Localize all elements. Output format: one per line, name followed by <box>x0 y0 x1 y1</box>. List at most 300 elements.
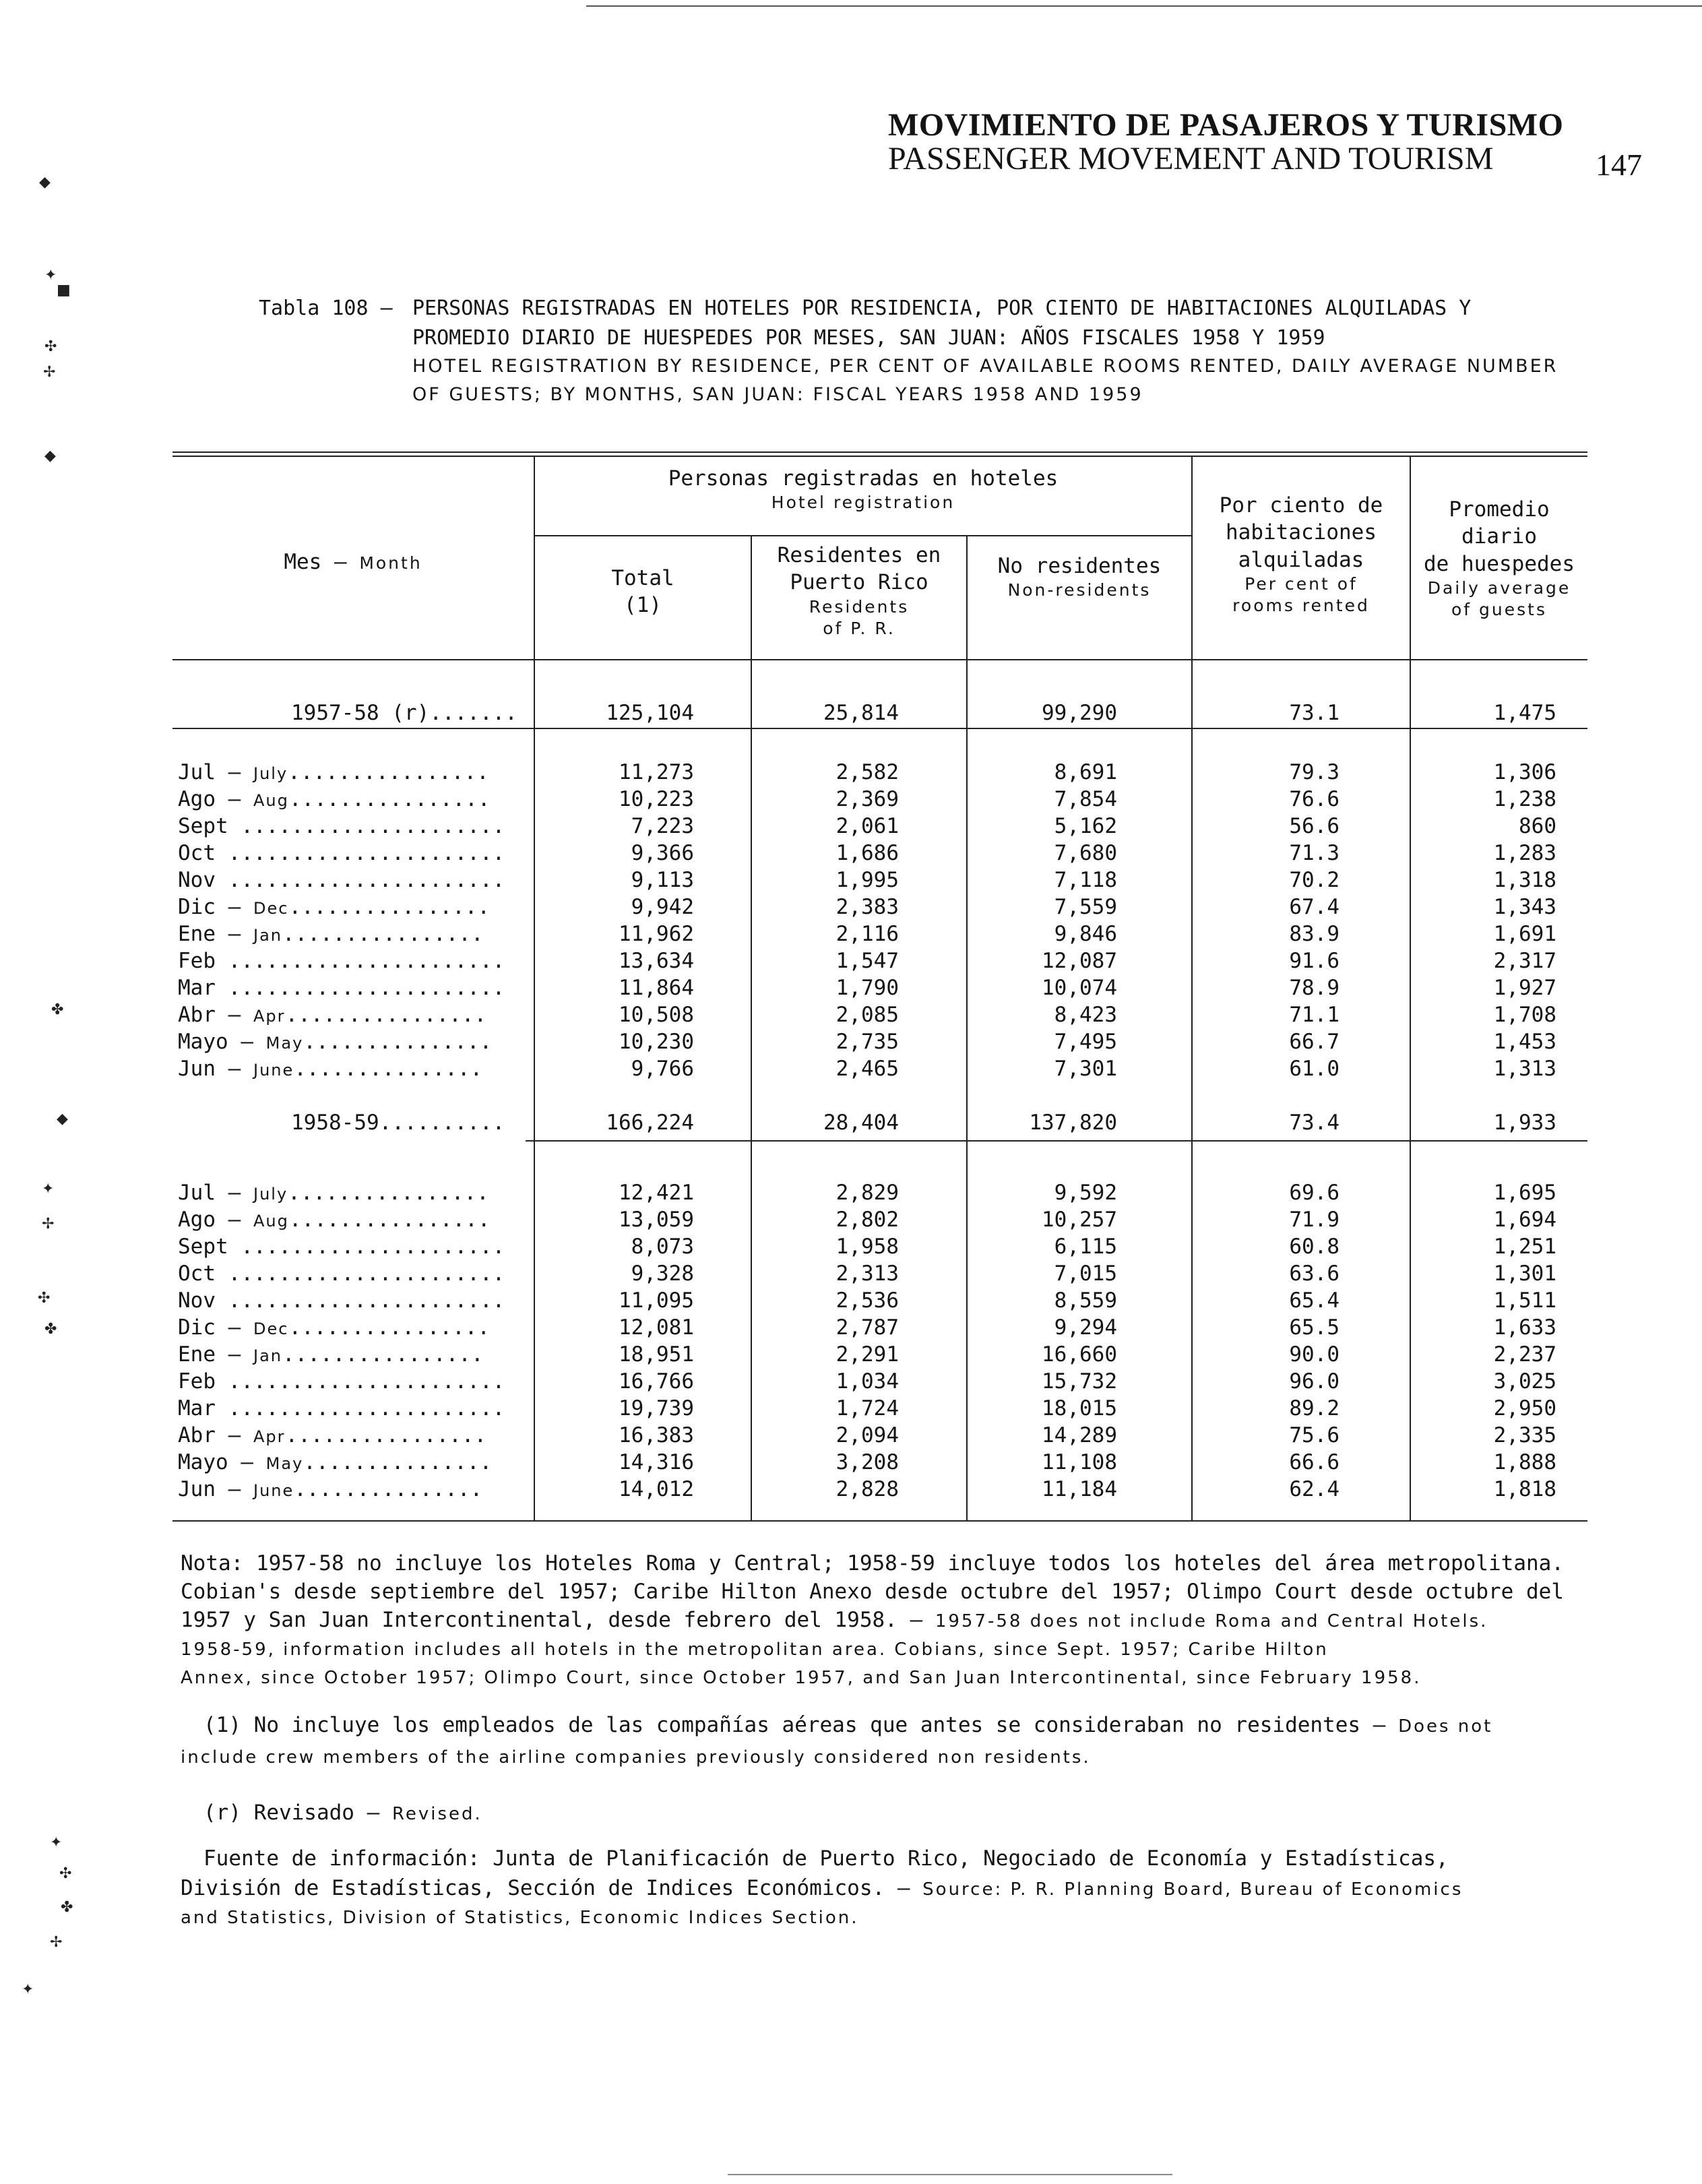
note-line-4-en: 1958-59, information includes all hotels in the metropolitan area. Cobians, since Sept. 1957; Caribe Hilton <box>181 1640 1329 1660</box>
cell-avg: 1,691 <box>1493 922 1556 946</box>
cell-pct: 73.4 <box>1289 1111 1339 1135</box>
col-residents-en-2: of P. R. <box>823 619 895 639</box>
cell-residents: 1,686 <box>836 841 899 865</box>
table-row <box>0 922 1702 949</box>
row-label <box>178 868 505 892</box>
cell-pct: 71.3 <box>1289 841 1339 865</box>
margin-mark: ✢ <box>42 1216 55 1233</box>
cell-pct: 66.7 <box>1289 1030 1339 1054</box>
row-leader-dots: ................ <box>285 1003 487 1027</box>
row-label <box>178 1261 505 1286</box>
note-line-3 <box>181 1608 1488 1632</box>
page-number: 147 <box>1596 148 1642 182</box>
row-leader-dots: ...................... <box>228 976 505 1000</box>
cell-residents: 1,790 <box>836 976 899 1000</box>
row-leader-dots: ...................... <box>228 841 505 865</box>
row-label-en: June <box>253 1481 294 1500</box>
row-label-en: Dec <box>253 899 289 918</box>
table-title-en-2: OF GUESTS; BY MONTHS, SAN JUAN: FISCAL YEARS 1958 AND 1959 <box>412 384 1143 405</box>
cell-non-residents: 10,074 <box>1042 976 1117 1000</box>
cell-pct: 83.9 <box>1289 922 1339 946</box>
col-avg-es-1: Promedio diario <box>1449 497 1550 549</box>
table-row-fiscal-total <box>0 1111 1702 1137</box>
table-row <box>0 1261 1702 1288</box>
row-label-es: Jun – <box>178 1477 241 1501</box>
table-title-es-1: PERSONAS REGISTRADAS EN HOTELES POR RESIDENCIA, POR CIENTO DE HABITACIONES ALQUILADAS Y <box>412 297 1472 320</box>
cell-residents: 2,116 <box>836 922 899 946</box>
cell-total: 9,366 <box>631 841 694 865</box>
row-label-es: Abr – <box>178 1003 241 1027</box>
cell-pct: 70.2 <box>1289 868 1339 892</box>
cell-residents: 2,802 <box>836 1208 899 1232</box>
row-label <box>178 1450 492 1474</box>
cell-total: 10,508 <box>619 1003 694 1027</box>
margin-mark: ✤ <box>61 1899 73 1916</box>
col-month-header <box>172 549 534 575</box>
source-line-2-en: Source: P. R. Planning Board, Bureau of Economics <box>922 1879 1463 1900</box>
cell-pct: 79.3 <box>1289 760 1339 784</box>
row-label <box>178 895 490 919</box>
col-pct-en-2: rooms rented <box>1232 596 1370 616</box>
table-title-es-2: PROMEDIO DIARIO DE HUESPEDES POR MESES, SAN JUAN: AÑOS FISCALES 1958 Y 1959 <box>412 326 1325 350</box>
note-line-5-en: Annex, since October 1957; Olimpo Court, since October 1957, and San Juan Intercontinental, since February 1958. <box>181 1668 1422 1688</box>
col-pct-header <box>1193 492 1410 617</box>
row-leader-dots: ................ <box>288 1315 491 1340</box>
cell-avg: 860 <box>1519 814 1556 838</box>
cell-pct: 90.0 <box>1289 1342 1339 1367</box>
col-total-es: Total <box>611 566 674 590</box>
source-line-3-en: and Statistics, Division of Statistics, Economic Indices Section. <box>181 1908 859 1928</box>
table-row <box>0 949 1702 976</box>
row-label-en: July <box>253 764 288 783</box>
row-leader-dots: ................ <box>288 1208 491 1232</box>
footnote-1-en-a: Does not <box>1398 1716 1493 1737</box>
row-label-es: Sept <box>178 814 228 838</box>
cell-avg: 3,025 <box>1493 1369 1556 1394</box>
margin-mark: ✣ <box>38 1290 51 1307</box>
cell-avg: 1,933 <box>1493 1111 1556 1135</box>
header-title-en: PASSENGER MOVEMENT AND TOURISM <box>888 141 1494 177</box>
table-label: Tabla 108 – <box>259 297 393 320</box>
table-row <box>0 1057 1702 1084</box>
row-label-text: 1957-58 (r) <box>291 701 430 725</box>
cell-residents: 2,061 <box>836 814 899 838</box>
table-row <box>0 1181 1702 1208</box>
cell-avg: 1,694 <box>1493 1208 1556 1232</box>
cell-pct: 75.6 <box>1289 1423 1339 1447</box>
cell-non-residents: 7,680 <box>1054 841 1117 865</box>
cell-residents: 2,828 <box>836 1477 899 1501</box>
cell-non-residents: 9,294 <box>1054 1315 1117 1340</box>
cell-pct: 66.6 <box>1289 1450 1339 1474</box>
revised-en: Revised. <box>391 1804 482 1824</box>
cell-pct: 62.4 <box>1289 1477 1339 1501</box>
cell-avg: 1,306 <box>1493 760 1556 784</box>
col-avg-en-2: of guests <box>1451 600 1547 620</box>
cell-total: 166,224 <box>606 1111 694 1135</box>
cell-avg: 1,238 <box>1493 787 1556 811</box>
cell-avg: 1,475 <box>1493 701 1556 725</box>
row-label-en: Aug <box>253 1212 289 1230</box>
col-pct-es-2: habitaciones <box>1226 520 1377 545</box>
row-label <box>178 1235 505 1259</box>
col-residents-en-1: Residents <box>809 596 910 617</box>
row-label-es: Nov <box>178 1288 216 1313</box>
cell-residents: 2,094 <box>836 1423 899 1447</box>
note-line-3-es: 1957 y San Juan Intercontinental, desde febrero del 1958. – <box>181 1608 923 1632</box>
row-leader-dots: ...................... <box>228 1396 505 1421</box>
cell-residents: 2,465 <box>836 1057 899 1081</box>
col-month-es: Mes – <box>284 550 347 574</box>
row-leader-dots: ................ <box>282 922 484 946</box>
row-label <box>178 760 489 784</box>
row-label-es: Mar <box>178 976 216 1000</box>
table-row <box>0 1423 1702 1450</box>
cell-non-residents: 7,854 <box>1054 787 1117 811</box>
row-label-es: Ene – <box>178 1342 241 1367</box>
cell-total: 9,113 <box>631 868 694 892</box>
table-row <box>0 868 1702 895</box>
table-row <box>0 1208 1702 1235</box>
row-label-en: June <box>253 1061 294 1080</box>
cell-total: 18,951 <box>619 1342 694 1367</box>
row-label <box>178 1030 492 1054</box>
cell-residents: 2,369 <box>836 787 899 811</box>
row-label-en: May <box>265 1454 304 1473</box>
cell-residents: 2,582 <box>836 760 899 784</box>
row-label <box>178 1288 505 1313</box>
cell-total: 12,081 <box>619 1315 694 1340</box>
cell-total: 8,073 <box>631 1235 694 1259</box>
cell-non-residents: 99,290 <box>1042 701 1117 725</box>
col-nonresidents-en: Non-residents <box>1007 580 1152 600</box>
cell-avg: 2,317 <box>1493 949 1556 973</box>
table-row <box>0 1396 1702 1423</box>
row-label-es: Mar <box>178 1396 216 1421</box>
cell-non-residents: 16,660 <box>1042 1342 1117 1367</box>
row-leader-dots: ....... <box>429 701 517 725</box>
cell-residents: 2,787 <box>836 1315 899 1340</box>
row-label <box>178 1208 491 1232</box>
margin-mark: ✢ <box>43 364 56 381</box>
cell-non-residents: 14,289 <box>1042 1423 1117 1447</box>
row-label-en: Apr <box>253 1007 286 1026</box>
source-line-3 <box>181 1904 859 1929</box>
cell-non-residents: 7,559 <box>1054 895 1117 919</box>
total-1958-rule <box>526 1140 1587 1142</box>
row-label-en: Aug <box>253 791 289 810</box>
cell-residents: 2,735 <box>836 1030 899 1054</box>
cell-non-residents: 18,015 <box>1042 1396 1117 1421</box>
cell-non-residents: 7,495 <box>1054 1030 1117 1054</box>
cell-avg: 1,511 <box>1493 1288 1556 1313</box>
row-label-es: Mayo – <box>178 1450 253 1474</box>
col-group-header <box>535 465 1191 514</box>
row-label-es: Oct <box>178 841 216 865</box>
table-row <box>0 787 1702 814</box>
row-label <box>291 701 517 725</box>
table-row <box>0 841 1702 868</box>
row-label-es: Jun – <box>178 1057 241 1081</box>
margin-mark: ✦ <box>44 267 57 284</box>
margin-mark: ✤ <box>44 1321 57 1338</box>
cell-residents: 2,829 <box>836 1181 899 1205</box>
col-residents-es-2: Puerto Rico <box>790 570 928 595</box>
table-row <box>0 814 1702 841</box>
row-leader-dots: ................ <box>288 895 491 919</box>
cell-total: 11,273 <box>619 760 694 784</box>
table-row <box>0 1315 1702 1342</box>
table-row <box>0 760 1702 787</box>
cell-total: 19,739 <box>619 1396 694 1421</box>
row-leader-dots: ...................... <box>228 868 505 892</box>
cell-avg: 1,888 <box>1493 1450 1556 1474</box>
table-row <box>0 1235 1702 1261</box>
cell-residents: 3,208 <box>836 1450 899 1474</box>
margin-mark: ◆ <box>44 447 56 464</box>
row-label <box>178 922 484 946</box>
row-label <box>178 1396 505 1421</box>
row-label <box>178 976 505 1000</box>
cell-residents: 1,034 <box>836 1369 899 1394</box>
source-line-2 <box>181 1876 1463 1900</box>
cell-avg: 1,283 <box>1493 841 1556 865</box>
row-leader-dots: ................ <box>285 1423 487 1447</box>
cell-total: 9,328 <box>631 1261 694 1286</box>
margin-mark: ✦ <box>22 1981 34 1998</box>
header-title-es: MOVIMIENTO DE PASAJEROS Y TURISMO <box>888 107 1564 143</box>
col-total-note: (1) <box>624 593 662 618</box>
cell-pct: 60.8 <box>1289 1235 1339 1259</box>
col-residents-header <box>752 542 966 640</box>
row-leader-dots: ................ <box>288 1181 489 1205</box>
table-row <box>0 1003 1702 1030</box>
note-line-1: Nota: 1957-58 no incluye los Hoteles Roma y Central; 1958-59 incluye todos los hoteles del área metropolitana. <box>181 1551 1564 1575</box>
total-1957-rule <box>172 728 1587 729</box>
group-rule <box>535 535 1191 536</box>
cell-avg: 2,950 <box>1493 1396 1556 1421</box>
cell-non-residents: 137,820 <box>1029 1111 1117 1135</box>
col-month-en: Month <box>359 553 422 573</box>
cell-non-residents: 7,118 <box>1054 868 1117 892</box>
cell-pct: 89.2 <box>1289 1396 1339 1421</box>
col-residents-es-1: Residentes en <box>777 543 941 567</box>
table-top-rule-2 <box>172 456 1587 457</box>
row-leader-dots: ............... <box>303 1030 493 1054</box>
row-leader-dots: ................ <box>282 1342 484 1367</box>
row-leader-dots: ................ <box>288 760 489 784</box>
col-group-es: Personas registradas en hoteles <box>668 466 1059 491</box>
margin-mark: ✣ <box>44 338 57 355</box>
col-group-en: Hotel registration <box>771 493 955 513</box>
row-leader-dots: ................ <box>288 787 491 811</box>
row-label-es: Nov <box>178 868 216 892</box>
cell-pct: 73.1 <box>1289 701 1339 725</box>
margin-mark: ■ <box>57 282 71 299</box>
cell-avg: 1,343 <box>1493 895 1556 919</box>
cell-pct: 69.6 <box>1289 1181 1339 1205</box>
table-row <box>0 1477 1702 1504</box>
cell-non-residents: 15,732 <box>1042 1369 1117 1394</box>
cell-pct: 78.9 <box>1289 976 1339 1000</box>
margin-mark: ◆ <box>39 174 51 191</box>
cell-residents: 25,814 <box>823 701 899 725</box>
row-leader-dots: ............... <box>294 1057 483 1081</box>
footnote-1 <box>203 1713 1492 1737</box>
row-label-es: Dic – <box>178 895 241 919</box>
cell-total: 11,095 <box>619 1288 694 1313</box>
row-label <box>291 1111 505 1135</box>
row-label-en: Jan <box>253 926 282 945</box>
cell-pct: 91.6 <box>1289 949 1339 973</box>
cell-total: 16,383 <box>619 1423 694 1447</box>
col-total-header <box>535 565 751 619</box>
cell-avg: 1,927 <box>1493 976 1556 1000</box>
cell-avg: 1,695 <box>1493 1181 1556 1205</box>
row-label <box>178 787 491 811</box>
row-leader-dots: .......... <box>379 1111 505 1135</box>
note-line-3-en: 1957-58 does not include Roma and Central Hotels. <box>935 1611 1488 1631</box>
row-label <box>178 1477 482 1501</box>
row-label-en: Jan <box>253 1346 282 1365</box>
row-leader-dots: ..................... <box>241 814 505 838</box>
row-label-es: Jul – <box>178 1181 241 1205</box>
cell-non-residents: 12,087 <box>1042 949 1117 973</box>
row-label <box>178 949 505 973</box>
cell-total: 13,634 <box>619 949 694 973</box>
cell-avg: 1,251 <box>1493 1235 1556 1259</box>
cell-total: 9,766 <box>631 1057 694 1081</box>
cell-residents: 1,724 <box>836 1396 899 1421</box>
cell-residents: 1,547 <box>836 949 899 973</box>
row-label <box>178 1423 486 1447</box>
cell-non-residents: 8,691 <box>1054 760 1117 784</box>
col-avg-en-1: Daily average <box>1427 578 1571 598</box>
col-nonresidents-header <box>968 553 1191 602</box>
cell-total: 125,104 <box>606 701 694 725</box>
table-row-fiscal-total <box>0 701 1702 728</box>
row-label <box>178 1003 486 1027</box>
col-avg-header <box>1411 496 1587 621</box>
cell-pct: 67.4 <box>1289 895 1339 919</box>
row-label <box>178 1369 505 1394</box>
row-label-es: Abr – <box>178 1423 241 1447</box>
margin-mark: ✦ <box>42 1181 55 1197</box>
cell-total: 11,962 <box>619 922 694 946</box>
row-label-es: Mayo – <box>178 1030 253 1054</box>
margin-mark: ✣ <box>59 1865 72 1882</box>
table-title-en-1: HOTEL REGISTRATION BY RESIDENCE, PER CENT OF AVAILABLE ROOMS RENTED, DAILY AVERAGE NUMBER <box>412 356 1558 377</box>
row-label <box>178 814 505 838</box>
footnote-1-line-2 <box>181 1744 1091 1768</box>
row-label-es: Sept <box>178 1235 228 1259</box>
col-pct-es-3: alquiladas <box>1238 547 1364 572</box>
table-row <box>0 1288 1702 1315</box>
cell-non-residents: 10,257 <box>1042 1208 1117 1232</box>
cell-avg: 1,301 <box>1493 1261 1556 1286</box>
cell-total: 13,059 <box>619 1208 694 1232</box>
table-bottom-rule <box>172 1520 1587 1522</box>
cell-non-residents: 5,162 <box>1054 814 1117 838</box>
table-row <box>0 1030 1702 1057</box>
revised-note <box>203 1801 482 1825</box>
cell-residents: 28,404 <box>823 1111 899 1135</box>
cell-residents: 2,291 <box>836 1342 899 1367</box>
cell-non-residents: 11,184 <box>1042 1477 1117 1501</box>
row-label-es: Feb <box>178 1369 216 1394</box>
cell-pct: 96.0 <box>1289 1369 1339 1394</box>
cell-residents: 2,536 <box>836 1288 899 1313</box>
margin-mark: ✢ <box>50 1934 63 1951</box>
footnote-1-es: (1) No incluye los empleados de las compañías aéreas que antes se consideraban no residentes – <box>203 1713 1386 1737</box>
row-leader-dots: ...................... <box>228 1288 505 1313</box>
table-row <box>0 895 1702 922</box>
source-line-2-es: División de Estadísticas, Sección de Indices Económicos. – <box>181 1876 910 1900</box>
row-label-en: Apr <box>253 1427 286 1446</box>
table-row <box>0 1342 1702 1369</box>
cell-non-residents: 6,115 <box>1054 1235 1117 1259</box>
row-leader-dots: ...................... <box>228 1261 505 1286</box>
row-leader-dots: ...................... <box>228 949 505 973</box>
row-label-es: Feb <box>178 949 216 973</box>
row-label-es: Dic – <box>178 1315 241 1340</box>
cell-avg: 1,633 <box>1493 1315 1556 1340</box>
row-label <box>178 1181 489 1205</box>
cell-total: 16,766 <box>619 1369 694 1394</box>
cell-avg: 1,818 <box>1493 1477 1556 1501</box>
row-label <box>178 841 505 865</box>
row-label-es: Ene – <box>178 922 241 946</box>
bottom-scan-line <box>728 2174 1172 2175</box>
margin-mark: ◆ <box>57 1111 68 1127</box>
top-rule <box>586 5 1702 7</box>
cell-pct: 56.6 <box>1289 814 1339 838</box>
cell-non-residents: 7,301 <box>1054 1057 1117 1081</box>
cell-pct: 63.6 <box>1289 1261 1339 1286</box>
cell-avg: 1,708 <box>1493 1003 1556 1027</box>
cell-total: 10,223 <box>619 787 694 811</box>
row-label-text: 1958-59 <box>291 1111 379 1135</box>
source-line-1: Fuente de información: Junta de Planificación de Puerto Rico, Negociado de Economía y Estadísticas, <box>203 1846 1449 1871</box>
cell-pct: 71.1 <box>1289 1003 1339 1027</box>
cell-total: 14,012 <box>619 1477 694 1501</box>
cell-residents: 2,313 <box>836 1261 899 1286</box>
cell-non-residents: 8,423 <box>1054 1003 1117 1027</box>
cell-pct: 61.0 <box>1289 1057 1339 1081</box>
cell-non-residents: 9,846 <box>1054 922 1117 946</box>
table-row <box>0 976 1702 1003</box>
table-top-rule <box>172 451 1587 453</box>
note-line-2: Cobian's desde septiembre del 1957; Caribe Hilton Anexo desde octubre del 1957; Olimpo Court desde octubre del <box>181 1580 1564 1604</box>
footnote-1-en-b: include crew members of the airline companies previously considered non residents. <box>181 1747 1091 1768</box>
col-nonresidents-es: No residentes <box>997 554 1162 578</box>
cell-total: 14,316 <box>619 1450 694 1474</box>
cell-residents: 2,383 <box>836 895 899 919</box>
row-label <box>178 1057 482 1081</box>
header-bottom-rule <box>172 659 1587 660</box>
row-label-es: Ago – <box>178 1208 241 1232</box>
cell-pct: 71.9 <box>1289 1208 1339 1232</box>
table-row <box>0 1450 1702 1477</box>
col-pct-en-1: Per cent of <box>1244 573 1358 594</box>
cell-avg: 1,313 <box>1493 1057 1556 1081</box>
cell-avg: 1,318 <box>1493 868 1556 892</box>
row-leader-dots: ............... <box>303 1450 493 1474</box>
cell-residents: 2,085 <box>836 1003 899 1027</box>
col-avg-es-2: de huespedes <box>1424 551 1575 576</box>
cell-total: 12,421 <box>619 1181 694 1205</box>
cell-non-residents: 7,015 <box>1054 1261 1117 1286</box>
